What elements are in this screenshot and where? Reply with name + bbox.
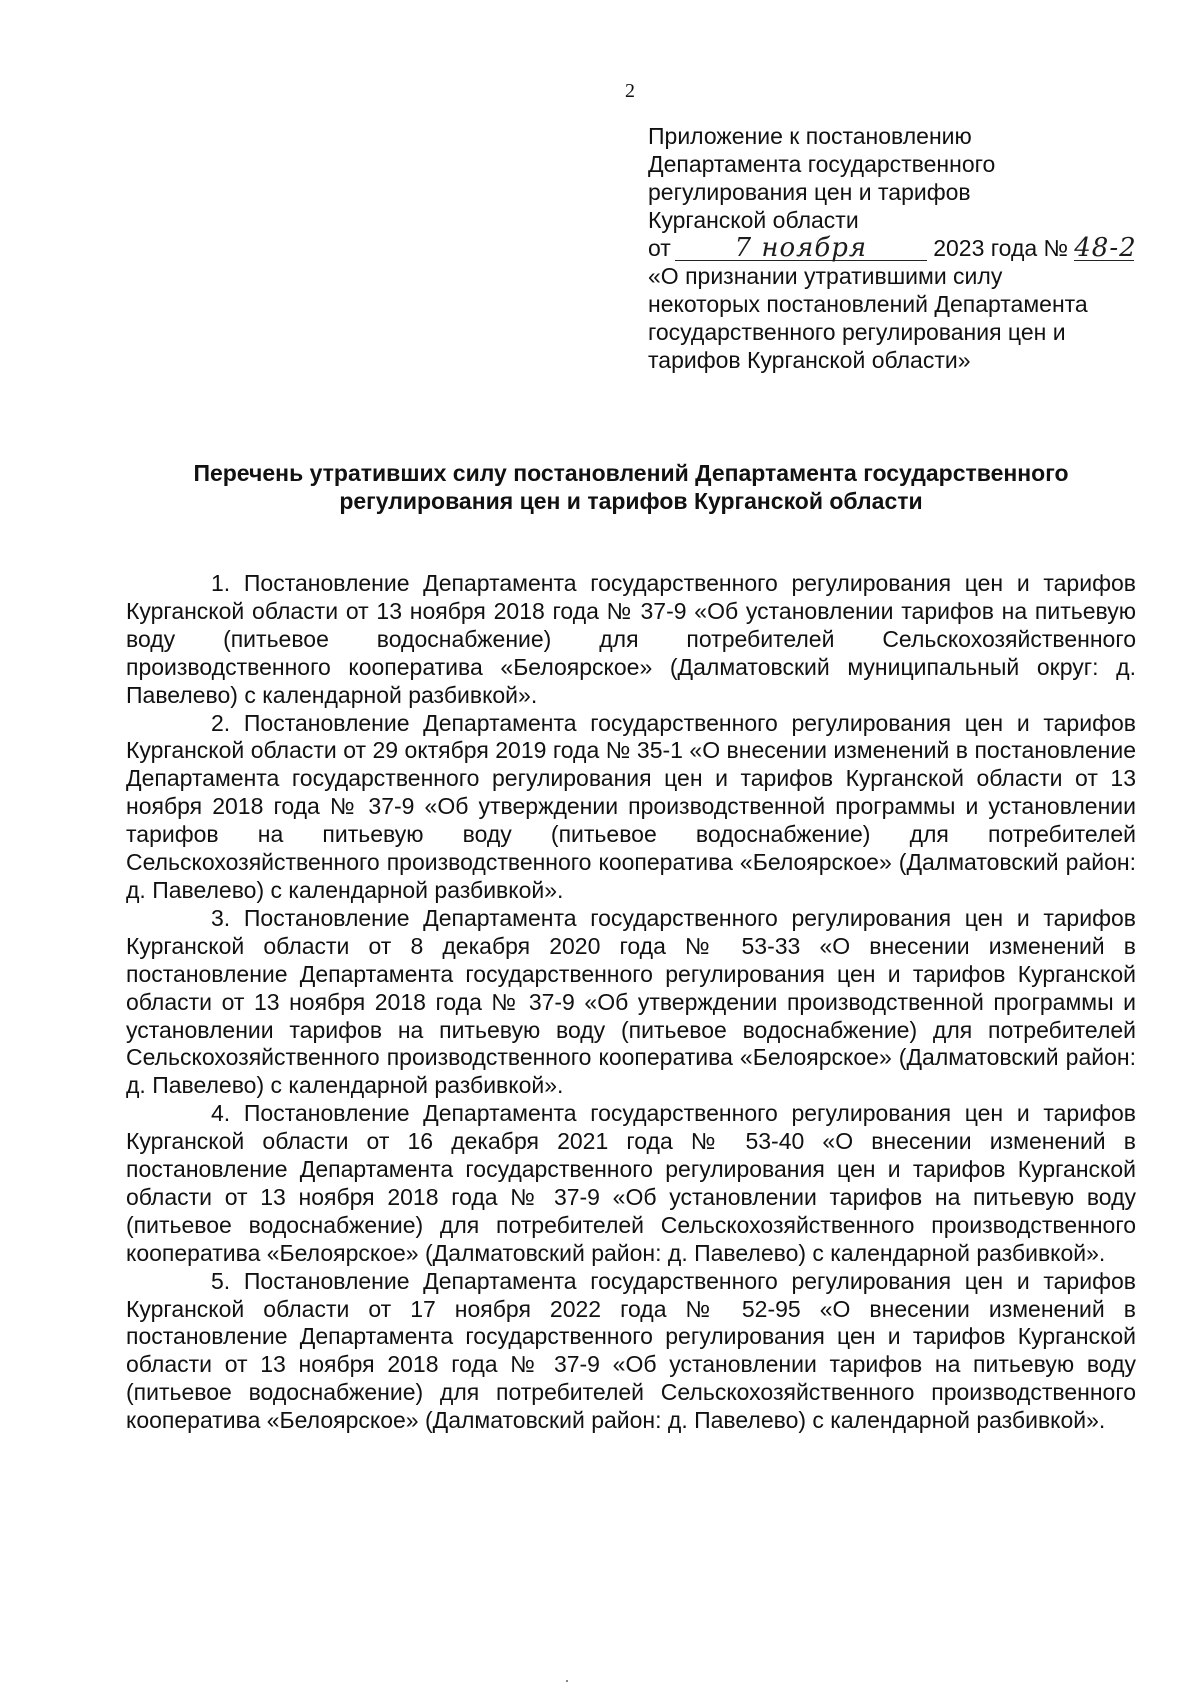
list-item: 3. Постановление Департамента государственного регулирования цен и тарифов Курганской области от 8 декабря 2020 года № 53-33 «О внесении изменений в постановление Департамента государственного регулирования цен и тарифов Курганской области от 13 ноября 2018 года № 37-9 «Об утверждении производственной программы и установлении тарифов на питьевую воду (питьевое водоснабжение) для потребителей Сельскохозяйственного производственного кооператива «Белоярское» (Далматовский район: д. Павелево) с календарной разбивкой». <box>126 904 1136 1099</box>
appendix-subject-line: некоторых постановлений Департамента <box>648 291 1088 317</box>
title-line: регулирования цен и тарифов Курганской области <box>339 488 923 514</box>
date-prefix: от <box>648 235 671 261</box>
appendix-date-line <box>648 234 1168 262</box>
appendix-line: регулирования цен и тарифов <box>648 179 971 205</box>
appendix-line: Курганской области <box>648 207 859 233</box>
document-title <box>126 459 1136 515</box>
page-number: 2 <box>625 80 635 102</box>
list-item: 4. Постановление Департамента государственного регулирования цен и тарифов Курганской области от 16 декабря 2021 года № 53-40 «О внесении изменений в постановление Департамента государственного регулирования цен и тарифов Курганской области от 13 ноября 2018 года № 37-9 «Об установлении тарифов на питьевую воду (питьевое водоснабжение) для потребителей Сельскохозяйственного производственного кооператива «Белоярское» (Далматовский район: д. Павелево) с календарной разбивкой». <box>126 1100 1136 1266</box>
year-text: 2023 года № <box>933 235 1069 261</box>
handwritten-number: 48-2 <box>1074 233 1137 263</box>
list-item: 5. Постановление Департамента государственного регулирования цен и тарифов Курганской области от 17 ноября 2022 года № 52-95 «О внесении изменений в постановление Департамента государственного регулирования цен и тарифов Курганской области от 13 ноября 2018 года № 37-9 «Об установлении тарифов на питьевую воду (питьевое водоснабжение) для потребителей Сельскохозяйственного производственного кооператива «Белоярское» (Далматовский район: д. Павелево) с календарной разбивкой». <box>126 1267 1136 1434</box>
repealed-list <box>126 570 1136 1435</box>
appendix-subject-line: «О признании утратившими силу <box>648 263 1003 289</box>
appendix-line: Приложение к постановлению <box>648 123 972 149</box>
scan-speck <box>566 1680 568 1682</box>
list-item: 1. Постановление Департамента государственного регулирования цен и тарифов Курганской области от 13 ноября 2018 года № 37-9 «Об установлении тарифов на питьевую воду (питьевое водоснабжение) для потребителей Сельскохозяйственного производственного кооператива «Белоярское» (Далматовский муниципальный округ: д. Павелево) с календарной разбивкой». <box>126 570 1136 708</box>
appendix-block <box>648 122 1168 374</box>
appendix-line: Департамента государственного <box>648 151 996 177</box>
list-item: 2. Постановление Департамента государственного регулирования цен и тарифов Курганской области от 29 октября 2019 года № 35-1 «О внесении изменений в постановление Департамента государственного регулирования цен и тарифов Курганской области от 13 ноября 2018 года № 37-9 «Об утверждении производственной программы и установлении тарифов на питьевую воду (питьевое водоснабжение) для потребителей Сельскохозяйственного производственного кооператива «Белоярское» (Далматовский район: д. Павелево) с календарной разбивкой». <box>126 709 1136 903</box>
handwritten-date: 7 ноября <box>675 236 927 261</box>
appendix-subject-line: тарифов Курганской области» <box>648 347 971 373</box>
appendix-subject-line: государственного регулирования цен и <box>648 319 1066 345</box>
title-line: Перечень утративших силу постановлений Департамента государственного <box>193 460 1069 486</box>
